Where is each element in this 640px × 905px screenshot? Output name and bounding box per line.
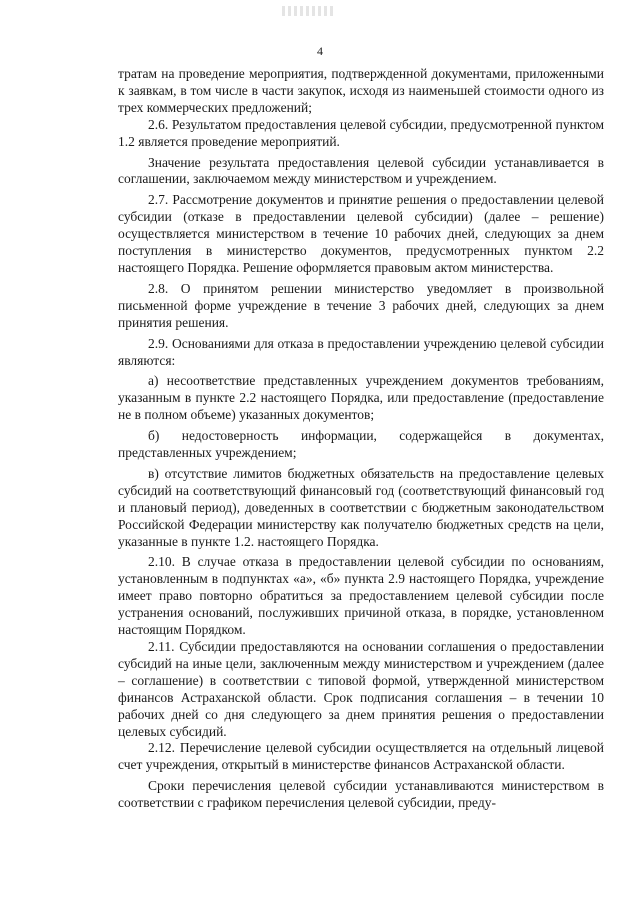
paragraph: б) недостоверность информации, содержащейся в документах, представленных учреждением; bbox=[118, 428, 604, 461]
paragraph: 2.9. Основаниями для отказа в предоставлении учреждению целевой субсидии являются: bbox=[118, 335, 604, 368]
paragraph: 2.11. Субсидии предоставляются на основании соглашения о предоставлении субсидий на иные цели, заключенным между министерством и учреждением (далее – соглашение) в соответствии с типовой формой, утвержденной министерством финансов Астраханской области. Срок подписания соглашения – в течении 10 рабочих дней со дня следующего за днем принятия решения о предоставлении целевых субсидий. bbox=[118, 639, 604, 739]
paragraph: 2.8. О принятом решении министерство уведомляет в произвольной письменной форме учреждение в течение 3 рабочих дней, следующих за днем принятия решения. bbox=[118, 280, 604, 330]
paragraph: тратам на проведение мероприятия, подтвержденной документами, приложенными к заявкам, в том числе в части закупок, исходя из наименьшей стоимости одного из трех коммерческих предложений; bbox=[118, 66, 604, 115]
paragraph: 2.6. Результатом предоставления целевой субсидии, предусмотренной пунктом 1.2 является проведение мероприятий. bbox=[118, 116, 604, 149]
page-number: 4 bbox=[317, 44, 323, 58]
paragraph: 2.7. Рассмотрение документов и принятие решения о предоставлении целевой субсидии (отказе в предоставлении целевой субсидии) (далее – решение) осуществляется министерством в течение 10 рабочих дней, следующих за днем поступления в министерство документов, предусмотренных пунктом 2.2 настоящего Порядка. Решение оформляется правовым актом министерства. bbox=[118, 192, 604, 275]
paragraph: 2.10. В случае отказа в предоставлении целевой субсидии по основаниям, установленным в подпунктах «а», «б» пункта 2.9 настоящего Порядка, учреждение имеет право повторно обратиться за предоставлением целевой субсидии после устранения оснований, послуживших причиной отказа, в порядке, установленном настоящим Порядком. bbox=[118, 554, 604, 638]
paragraph: Сроки перечисления целевой субсидии устанавливаются министерством в соответствии с графиком перечисления целевой субсидии, преду- bbox=[118, 778, 604, 811]
paragraph: 2.12. Перечисление целевой субсидии осуществляется на отдельный лицевой счет учреждения, открытый в министерстве финансов Астраханской области. bbox=[118, 740, 604, 773]
document-body bbox=[118, 66, 604, 812]
paragraph: а) несоответствие представленных учреждением документов требованиям, указанным в пункте 2.2 настоящего Порядка, или предоставление (предоставление не в полном объеме) указанных документов; bbox=[118, 373, 604, 423]
paragraph: в) отсутствие лимитов бюджетных обязательств на предоставление целевых субсидий на соответствующий финансовый год (соответствующий финансовый год и плановый период), доведенных в соответствии с бюджетным законодательством Российской Федерации министерству как получателю бюджетных средств на цели, указанные в пункте 1.2. настоящего Порядка. bbox=[118, 465, 604, 549]
scan-artifact bbox=[282, 6, 336, 16]
paragraph: Значение результата предоставления целевой субсидии устанавливается в соглашении, заключаемом между министерством и учреждением. bbox=[118, 154, 604, 187]
